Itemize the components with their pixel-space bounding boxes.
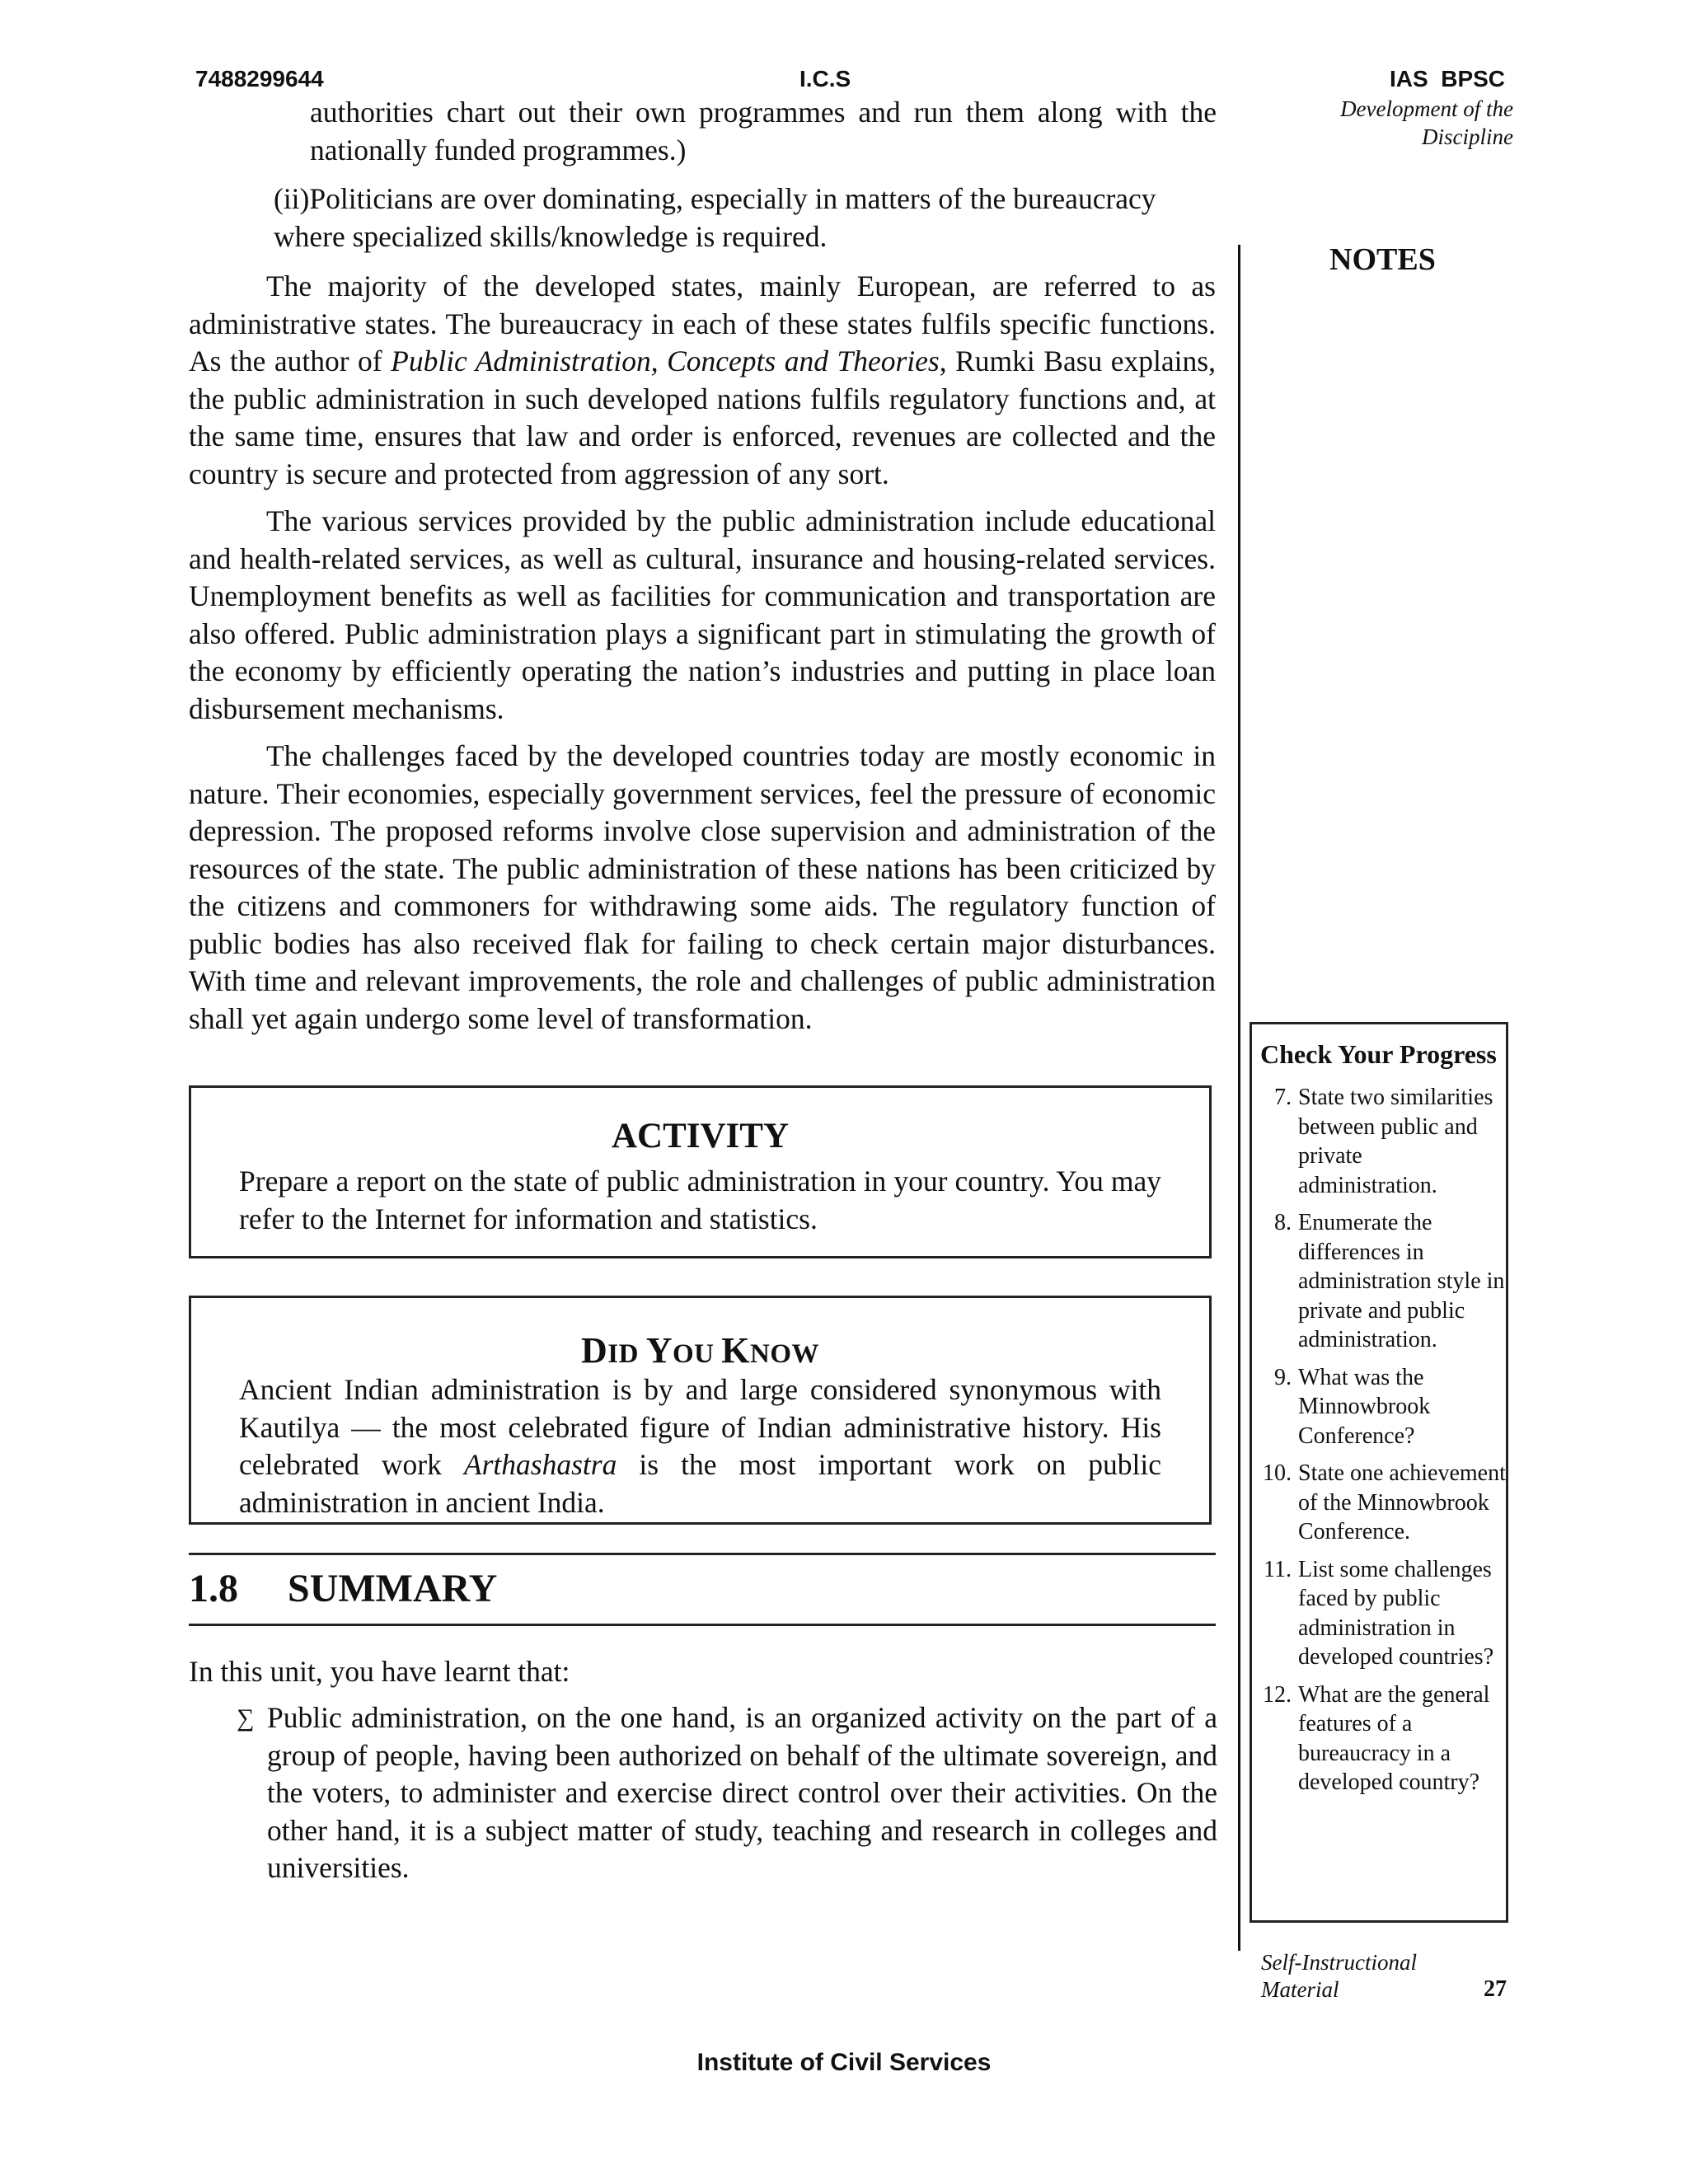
progress-question-list (1252, 1083, 1506, 1797)
summary-intro: In this unit, you have learnt that: (189, 1655, 570, 1688)
para1-text-b: , Rumki Basu explains, the public administration in such developed nations fulfils regulatory functions and, at the same time, ensures that law and order is enforced, revenues are collected and the country is secure and protected from aggression of any sort. (189, 344, 1216, 490)
summary-heading (189, 1566, 497, 1611)
page-number: 27 (1484, 1976, 1507, 2002)
activity-title: ACTIVITY (611, 1117, 790, 1155)
did-you-know-title: DID YOU KNOW (581, 1330, 819, 1371)
continued-text: authorities chart out their own programmes and run them along with the nationally funded programmes.) (310, 96, 1217, 166)
did-you-know-body: Ancient Indian administration is by and large considered synonymous with Kautilya — the most celebrated figure of Indian administrative history. His celebrated work Arthashastra is the most important work on public administration in ancient India. (239, 1373, 1162, 1519)
para1-text-a: The majority of the developed states, mainly European, are referred to as administrative states. The bureaucracy in each of these states fulfils specific functions. As the author of (189, 269, 1216, 377)
header-right-title: IAS BPSC (1390, 66, 1506, 91)
side-chapter-title (1299, 95, 1513, 151)
footer-institute: Institute of Civil Services (696, 2049, 992, 2076)
summary-bullet-text: Public administration, on the one hand, is an organized activity on the part of a group of people, having been authorized on behalf of the ultimate sovereign, and the voters, to administer and exercise direct control over their activities. On the other hand, it is a subject matter of study, teaching and research in colleges and universities. (267, 1701, 1217, 1884)
activity-body: Prepare a report on the state of public administration in your country. You may refer to the Internet for information and statistics. (239, 1165, 1161, 1235)
side-title-line1: Development of the (1340, 96, 1513, 121)
check-your-progress-title: Check Your Progress (1260, 1039, 1497, 1069)
progress-question: 7. State two similarities between public and private administration. (1274, 1085, 1493, 1198)
para3-text: The challenges faced by the developed countries today are mostly economic in nature. Their economies, especially government services, feel the pressure of economic depression. The proposed reforms involve close supervision and administration of the resources of the state. The public administration of these nations has been criticized by the citizens and commoners for withdrawing some aids. The regulatory function of public bodies has also received flak for failing to check certain major disturbances. With time and relevant improvements, the role and challenges of public administration shall yet again undergo some level of transformation. (189, 739, 1216, 1035)
header-phone: 7488299644 (195, 66, 324, 91)
progress-question: 8. Enumerate the differences in administration style in private and public administration. (1274, 1210, 1505, 1352)
summary-number: 1.8 (189, 1567, 238, 1610)
check-your-progress-box (1250, 1022, 1508, 1923)
margin-divider (1238, 245, 1240, 1951)
paragraph-challenges (189, 738, 1216, 1038)
side-title-line2: Discipline (1422, 124, 1513, 149)
progress-question: 10. State one achievement of the Minnowbrook Conference. (1263, 1460, 1506, 1544)
list-item-ii-text: Politicians are over dominating, especially in matters of the bureaucracy where specialized skills/knowledge is required. (274, 182, 1156, 253)
activity-box (189, 1085, 1212, 1258)
list-item-ii (274, 180, 1217, 255)
arthashastra-title: Arthashastra (463, 1448, 617, 1481)
progress-question: 9. What was the Minnowbrook Conference? (1274, 1364, 1431, 1449)
sigma-bullet-icon: ∑ (237, 1704, 255, 1732)
notes-label: NOTES (1329, 242, 1436, 277)
progress-question: 12. What are the general features of a bureaucracy in a developed country? (1263, 1681, 1490, 1795)
summary-title: SUMMARY (288, 1567, 498, 1610)
did-you-know-box (189, 1296, 1212, 1525)
header-center-title: I.C.S (799, 66, 851, 91)
progress-question: 11. List some challenges faced by public administration in developed countries? (1264, 1556, 1494, 1670)
summary-bullet (237, 1699, 1217, 1887)
para2-text: The various services provided by the public administration include educational and health-related services, as well as cultural, insurance and housing-related services. Unemployment benefits as well as facilities for communication and transportation are also offered. Public administration plays a significant part in stimulating the growth of the economy by efficiently operating the nation’s industries and putting in place loan disbursement mechanisms. (189, 504, 1216, 725)
list-item-ii-marker: (ii) (274, 182, 310, 215)
paragraph-administrative-states (189, 268, 1216, 493)
summary-rule-top (189, 1553, 1216, 1555)
summary-rule-bottom (189, 1624, 1216, 1626)
book-title: Public Administration, Concepts and Theories (391, 344, 940, 377)
paragraph-services (189, 503, 1216, 728)
self-instructional-label: Self-Instructional Material (1261, 1950, 1417, 2002)
